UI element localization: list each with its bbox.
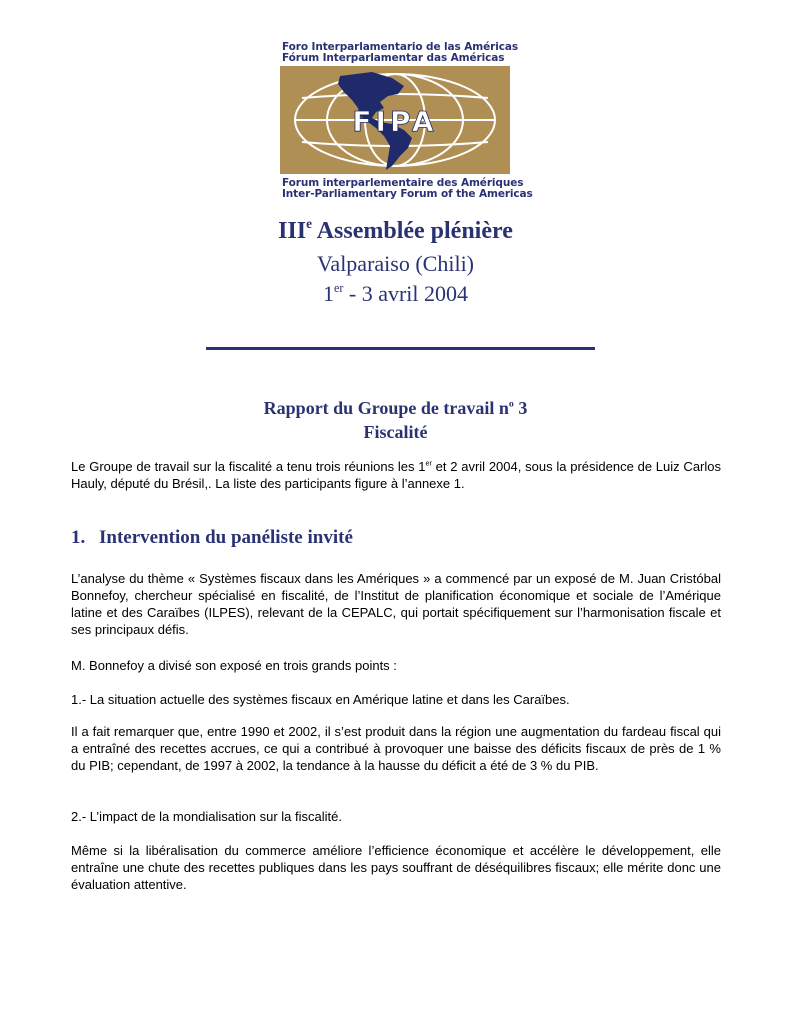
date-ordinal: er <box>333 280 344 295</box>
assembly-name: Assemblée plénière <box>312 218 513 244</box>
intro-paragraph <box>71 458 721 492</box>
logo-top-line-2: Fórum Interparlamentar das Américas <box>282 52 505 64</box>
intro-ordinal: er <box>425 459 432 468</box>
assembly-ordinal: e <box>306 216 313 232</box>
paragraph-point-1: 1.- La situation actuelle des systèmes fiscaux en Amérique latine et dans les Caraïbes. <box>71 692 570 707</box>
logo-emblem <box>280 66 510 174</box>
logo-bottom-text <box>282 178 533 200</box>
report-title-text: Rapport du Groupe de travail n <box>263 398 509 418</box>
section-title: Intervention du panéliste invité <box>99 527 353 548</box>
date-day: 1 <box>322 281 334 306</box>
paragraph-trade: Même si la libéralisation du commerce améliore l’efficience économique et accélère le développement, elle entraîne une chute des recettes publiques dans les pays souffrant de déséquilibres fiscaux; elle mérite donc une évaluation attentive. <box>71 843 721 892</box>
globe-icon <box>280 66 510 174</box>
fipa-logo <box>280 41 533 202</box>
logo-bottom-line-1: Forum interparlementaire des Amériques <box>282 177 524 189</box>
report-subtitle: Fiscalité <box>363 422 428 442</box>
title-divider <box>206 347 595 350</box>
date-range: - 3 avril 2004 <box>343 281 469 306</box>
section-number: 1. <box>71 527 86 548</box>
paragraph-outline: M. Bonnefoy a divisé son exposé en trois grands points : <box>71 658 397 673</box>
section-heading <box>71 527 353 549</box>
paragraph-point-2: 2.- L’impact de la mondialisation sur la fiscalité. <box>71 809 342 824</box>
assembly-title <box>0 218 791 245</box>
assembly-location: Valparaiso (Chili) <box>316 251 475 276</box>
report-title <box>0 398 791 419</box>
assembly-number: III <box>278 218 307 244</box>
logo-bottom-line-2: Inter-Parliamentary Forum of the Americas <box>282 188 533 200</box>
logo-top-text <box>282 42 518 64</box>
assembly-dates <box>0 281 791 307</box>
logo-top-line-1: Foro Interparlamentario de las Américas <box>282 41 518 53</box>
report-number: 3 <box>513 398 528 418</box>
paragraph-panelist: L’analyse du thème « Systèmes fiscaux dans les Amériques » a commencé par un exposé de M. Juan Cristóbal Bonnefoy, chercheur spécialisé en fiscalité, de l’Institut de planification économique et sociale de l’Amérique latine et des Caraïbes (ILPES), relevant de la CEPALC, qui portait spécifiquement sur l’harmonisation fiscale et ses principaux défis. <box>71 571 721 637</box>
intro-text-1: Le Groupe de travail sur la fiscalité a tenu trois réunions les 1 <box>71 459 426 474</box>
paragraph-deficit: Il a fait remarquer que, entre 1990 et 2002, il s’est produit dans la région une augmentation du fardeau fiscal qui a entraîné des recettes accrues, ce qui a contribué à provoquer une baisse des déficits fiscaux de près de 1 % du PIB; cependant, de 1997 à 2002, la tendance à la hausse du déficit a été de 3 % du PIB. <box>71 724 721 773</box>
logo-acronym: FIPA <box>352 105 438 138</box>
intro-text-2: et 2 avril 2004, sous la présidence de Luiz Carlos Hauly, député du Brésil,. La liste des participants figure à l’annexe 1. <box>71 459 721 491</box>
report-number-sign: o <box>508 398 514 410</box>
